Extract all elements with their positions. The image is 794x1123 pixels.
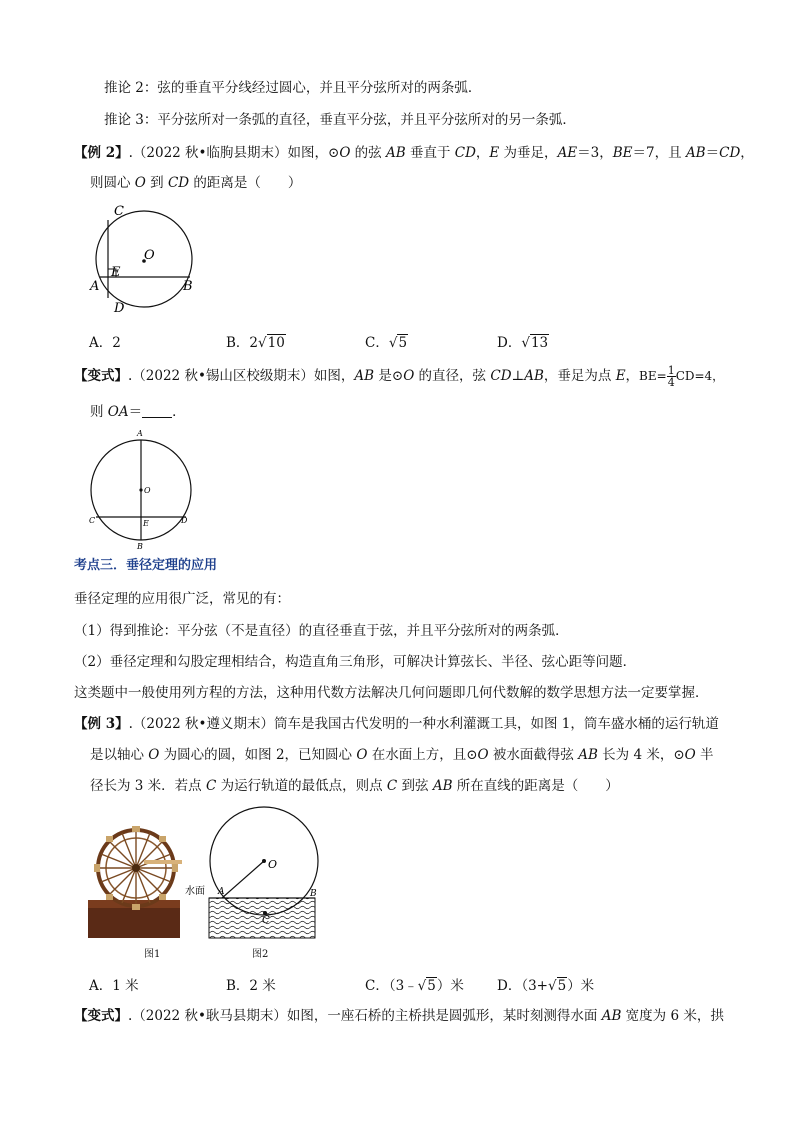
water-label: 水面 — [185, 886, 205, 897]
label-a: A — [137, 429, 143, 438]
answer-blank[interactable] — [142, 403, 172, 418]
section-item-2: （2）垂径定理和勾股定理相结合，构造直角三角形，可解决计算弦长、半径、弦心距等问题． — [74, 654, 637, 670]
sqrt-symbol: √5 — [417, 978, 436, 994]
variant-1-figure — [82, 425, 198, 551]
sqrt-symbol: √13 — [521, 335, 549, 351]
example-3-figure-2 — [180, 800, 320, 945]
center-point — [262, 859, 266, 863]
example-tag: 【例 2】 — [74, 145, 129, 161]
center-point — [139, 488, 142, 491]
ex3-option-c[interactable]: C．（3﹣√5）米 — [365, 978, 464, 994]
label-b: B — [137, 542, 143, 551]
ex2-option-a[interactable]: A．2 — [89, 335, 121, 351]
section-heading: 考点三．垂径定理的应用 — [74, 558, 218, 573]
example-3-line-1: 【例 3】.（2022 秋•遵义期末）筒车是我国古代发明的一种水利灌溉工具，如图 1，筒车盛水桶的运行轨道 — [74, 716, 719, 732]
section-intro: 垂径定理的应用很广泛，常见的有： — [74, 591, 290, 607]
label-e: E — [143, 519, 149, 528]
variant-tag: 【变式】 — [74, 1008, 128, 1024]
example-tag: 【例 3】 — [74, 716, 129, 732]
sqrt-symbol: √10 — [258, 335, 285, 351]
label-o: O — [144, 248, 155, 263]
figure-1-caption: 图1 — [144, 949, 161, 960]
fraction: $\frac{1}{4}$ — [667, 364, 675, 389]
label-b: B — [310, 889, 317, 899]
sqrt-symbol: √5 — [547, 978, 567, 994]
water-wheel-photo — [88, 820, 184, 940]
ex3-option-d[interactable]: D．（3+√5）米 — [497, 978, 595, 994]
label-c: C — [114, 204, 124, 219]
trough — [144, 860, 182, 864]
example-2-line-1: 【例 2】.（2022 秋•临朐县期末）如图，⊙O 的弦 AB 垂直于 CD，E 为垂足，AE＝3，BE＝7，且 AB＝CD， — [74, 145, 754, 161]
example-2-line-2: 则圆心 O 到 CD 的距离是（ ） — [90, 175, 302, 191]
variant-1-line-1: 【变式】.（2022 秋•锡山区校级期末）如图，AB 是⊙O 的直径，弦 CD⊥AB，垂足为点 E，BE= $\frac{1}{4}$ CD=4， — [74, 364, 725, 389]
ex3-option-a[interactable]: A．1 米 — [89, 978, 139, 994]
section-note: 这类题中一般使用列方程的方法，这种用代数方法解决几何问题即几何代数解的数学思想方法一定要掌握． — [74, 685, 709, 701]
variant-tag: 【变式】 — [74, 368, 128, 384]
example-3-line-2: 是以轴心 O 为圆心的圆，如图 2，已知圆心 O 在水面上方，且⊙O 被水面截得弦 AB 长为 4 米，⊙O 半 — [90, 747, 714, 763]
example-2-figure — [86, 200, 210, 320]
sqrt-symbol: √5 — [388, 335, 408, 351]
corollary-3: 推论 3：平分弦所对一条弧的直径，垂直平分弦，并且平分弦所对的另一条弧． — [104, 112, 576, 128]
figure-2-caption: 图2 — [252, 949, 269, 960]
label-a: A — [90, 279, 100, 294]
label-a: A — [218, 887, 225, 897]
label-d: D — [114, 301, 125, 316]
label-e: E — [111, 265, 121, 280]
label-c: C — [262, 915, 270, 926]
ex2-option-d[interactable]: D．√13 — [497, 335, 549, 351]
ex2-option-b[interactable]: B．2√10 — [226, 335, 285, 351]
corollary-2: 推论 2：弦的垂直平分线经过圆心，并且平分弦所对的两条弧． — [104, 80, 482, 96]
label-d: D — [181, 516, 188, 525]
ex3-option-b[interactable]: B．2 米 — [226, 978, 276, 994]
ex2-option-c[interactable]: C．√5 — [365, 335, 408, 351]
label-o: O — [144, 486, 151, 495]
example-3-line-3: 径长为 3 米．若点 C 为运行轨道的最低点，则点 C 到弦 AB 所在直线的距离是（ ） — [90, 778, 619, 794]
section-item-1: （1）得到推论：平分弦（不是直径）的直径垂直于弦，并且平分弦所对的两条弧． — [74, 623, 569, 639]
label-c: C — [89, 516, 96, 525]
label-b: B — [183, 279, 193, 294]
variant-1-line-2: 则 OA＝ ． — [90, 404, 186, 420]
variant-2-line-1: 【变式】.（2022 秋•耿马县期末）如图，一座石桥的主桥拱是圆弧形，某时刻测得水面 AB 宽度为 6 米，拱 — [74, 1008, 724, 1024]
label-o: O — [268, 858, 278, 871]
